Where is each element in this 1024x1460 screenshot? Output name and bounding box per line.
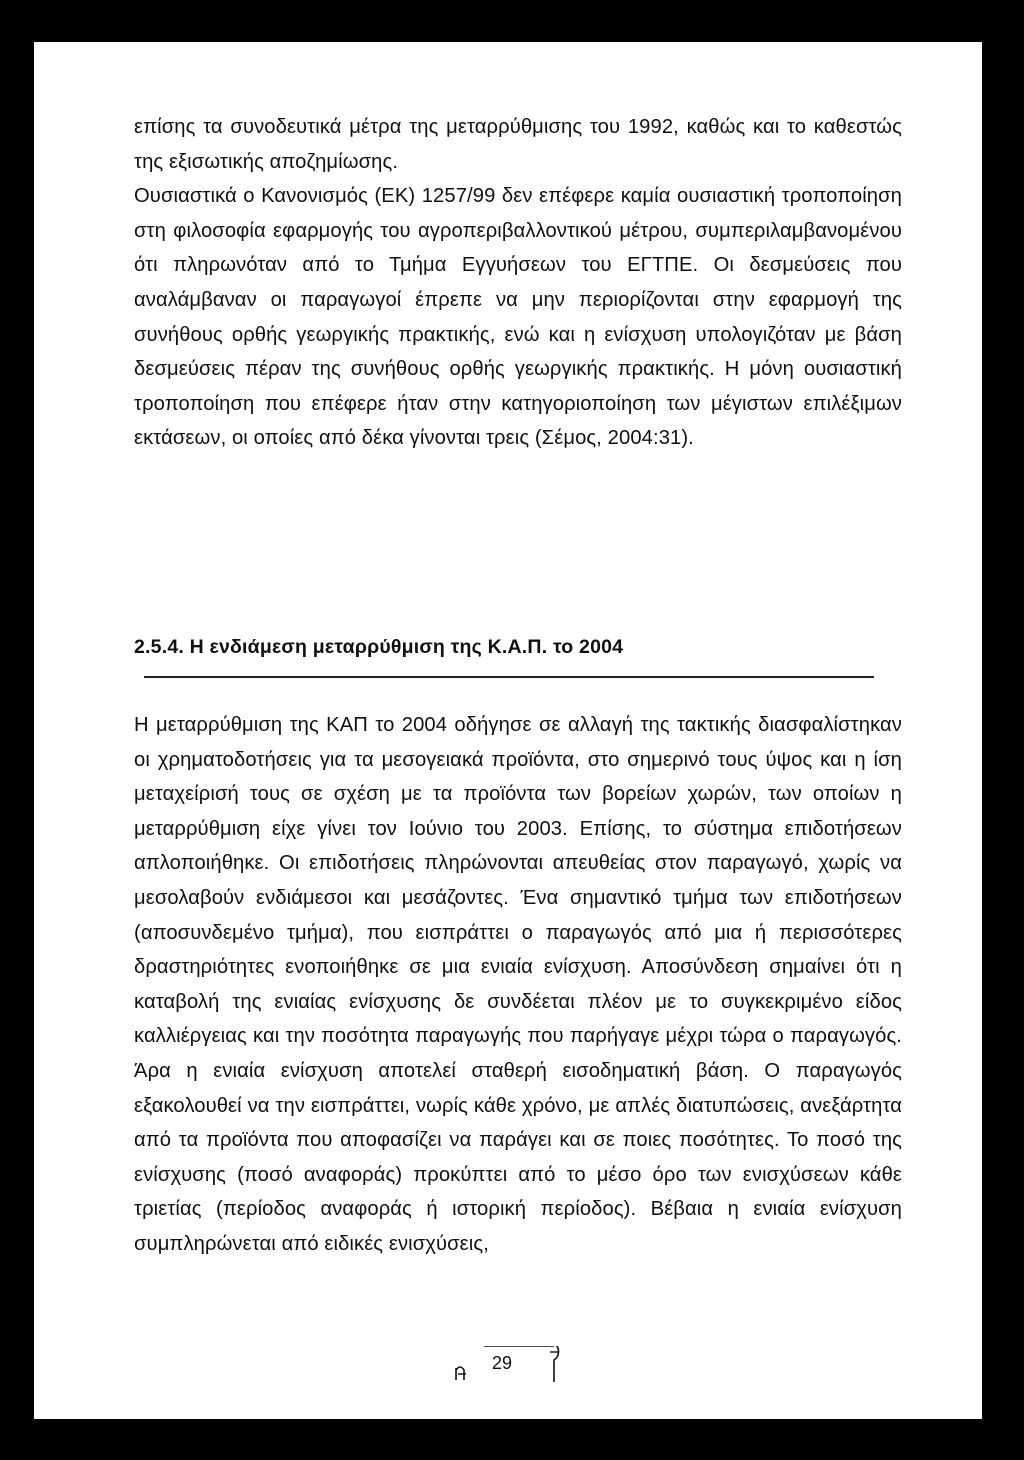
bottom-paragraph	[134, 708, 902, 1262]
heading-underline	[144, 676, 874, 678]
section-heading: 2.5.4. Η ενδιάμεση μεταρρύθμιση της Κ.Α.Π. το 2004	[134, 636, 624, 658]
paragraph-2004-reform: Η μεταρρύθμιση της ΚΑΠ το 2004 οδήγησε σε αλλαγή της τακτικής διασφαλίστηκαν οι χρηματοδοτήσεις για τα μεσογειακά προϊόντα, στο σημερινό τους ύψος και η ίση μεταχείρισή τους σε σχέση με τα προϊόντα των βορείων χωρών, των οποίων η μεταρρύθμιση είχε γίνει τον Ιούνιο του 2003. Επίσης, το σύστημα επιδοτήσεων απλοποιήθηκε. Οι επιδοτήσεις πληρώνονται απευθείας στον παραγωγό, χωρίς να μεσολαβούν ενδιάμεσοι και μεσάζοντες. Ένα σημαντικό τμήμα των επιδοτήσεων (αποσυνδεμένο τμήμα), που εισπράττει ο παραγωγός από μια ή περισσότερες δραστηριότητες ενοποιήθηκε σε μια ενιαία ενίσχυση. Αποσύνδεση σημαίνει ότι η καταβολή της ενιαίας ενίσχυσης δε συνδέεται πλέον με το συγκεκριμένο είδος καλλιέργειας και την ποσότητα παραγωγής που παρήγαγε μέχρι τώρα ο παραγωγός. Άρα η ενιαία ενίσχυση αποτελεί σταθερή εισοδηματική βάση. Ο παραγωγός εξακολουθεί να την εισπράττει, νωρίς κάθε χρόνο, με απλές διατυπώσεις, ανεξάρτητα από τα προϊόντα που αποφασίζει να παράγει και σε ποιες ποσότητες. Το ποσό της ενίσχυσης (ποσό αναφοράς) προκύπτει από το μέσο όρο των ενισχύσεων κάθε τριετίας (περίοδος αναφοράς ή ιστορική περίοδος). Βέβαια η ενιαία ενίσχυση συμπληρώνεται από ειδικές ενισχύσεις,	[134, 714, 902, 1255]
paragraph-regulation-1257: Ουσιαστικά ο Κανονισμός (ΕΚ) 1257/99 δεν επέφερε καμία ουσιαστική τροποποίηση στη φιλοσοφία εφαρμογής του αγροπεριβαλλοντικού μέτρου, συμπεριλαμβανομένου ότι πληρωνόταν από το Τμήμα Εγγυήσεων του ΕΓΤΠΕ. Οι δεσμεύσεις που αναλάμβαναν οι παραγωγοί έπρεπε να μην περιορίζονται στην εφαρμογή της συνήθους ορθής γεωργικής πρακτικής, ενώ και η ενίσχυση υπολογιζόταν με βάση δεσμεύσεις πέραν της συνήθους ορθής γεωργικής πρακτικής. Η μόνη ουσιαστική τροποποίηση που επέφερε ήταν στην κατηγοριοποίηση των μέγιστων επιλέξιμων εκτάσεων, οι οποίες από δέκα γίνονται τρεις (Σέμος, 2004:31).	[134, 185, 902, 450]
paragraph-continuation: επίσης τα συνοδευτικά μέτρα της μεταρρύθμισης του 1992, καθώς και το καθεστώς της εξισωτικής αποζημίωσης.	[134, 116, 902, 173]
top-paragraph	[134, 110, 902, 456]
document-page	[34, 42, 982, 1419]
page-footer	[454, 1346, 564, 1386]
page-number: 29	[492, 1353, 513, 1373]
